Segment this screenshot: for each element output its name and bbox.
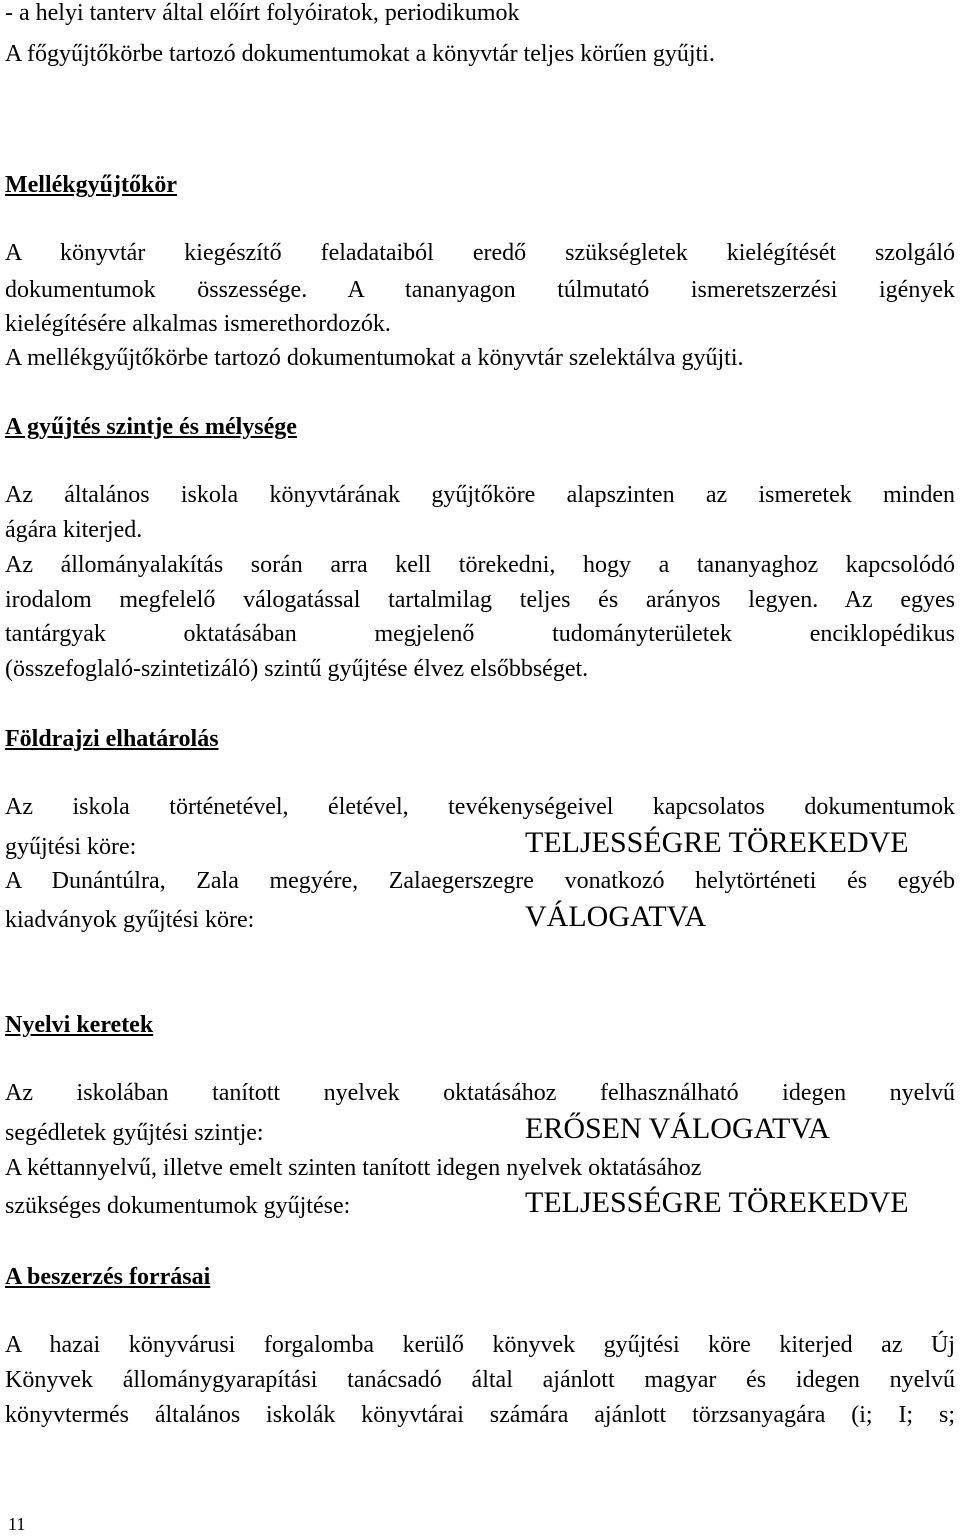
paragraph-line [5,1402,955,1429]
text-line: könyvtermés általános iskolák könyvtárai számára ajánlott törzsanyagára (i; I; s; [5,1402,955,1428]
paragraph-line [5,240,955,267]
paragraph-line [5,587,955,614]
paragraph-line [5,1080,955,1107]
paragraph-line [5,1367,955,1394]
heading-secondary-collection: Mellékgyűjtőkör [5,172,177,198]
paragraph-line [5,794,955,821]
collection-level-label: TELJESSÉGRE TÖREKEDVE [525,1186,909,1219]
paragraph-line [5,482,955,509]
text-line: Az iskola történetével, életével, tevékenységeivel kapcsolatos dokumentumok [5,794,955,820]
text-line: A hazai könyvárusi forgalomba kerülő könyvek gyűjtési köre kiterjed az Új [5,1332,955,1358]
paragraph-main-collection: A főgyűjtőkörbe tartozó dokumentumokat a könyvtár teljes körűen gyűjti. [5,41,715,67]
heading-language-scope: Nyelvi keretek [5,1012,154,1038]
paragraph-line: szükséges dokumentumok gyűjtése: [5,1193,351,1219]
paragraph-line [5,552,955,579]
paragraph-line: A mellékgyűjtőkörbe tartozó dokumentumokat a könyvtár szelektálva gyűjti. [5,345,744,371]
paragraph-line [5,868,955,895]
paragraph-line: ágára kiterjed. [5,517,143,543]
collection-level-label: VÁLOGATVA [525,900,707,933]
text-line: irodalom megfelelő válogatással tartalmilag teljes és arányos legyen. Az egyes [5,587,955,613]
collection-level-label: TELJESSÉGRE TÖREKEDVE [525,826,909,859]
heading-collection-depth: A gyűjtés szintje és mélysége [5,414,297,440]
paragraph-line: kielégítésére alkalmas ismerethordozók. [5,311,391,337]
paragraph-line: kiadványok gyűjtési köre: [5,907,255,933]
collection-level-label: ERŐSEN VÁLOGATVA [525,1112,830,1145]
paragraph-line [5,1332,955,1359]
paragraph-line [5,621,955,648]
paragraph-line [5,277,955,304]
text-line: Könyvek állománygyarapítási tanácsadó által ajánlott magyar és idegen nyelvű [5,1367,955,1393]
text-line: dokumentumok összessége. A tananyagon túlmutató ismeretszerzési igények [5,277,955,303]
paragraph-line: gyűjtési köre: [5,834,137,860]
paragraph-line: (összefoglaló-szintetizáló) szintű gyűjtése élvez elsőbbséget. [5,656,589,682]
text-line: Az állományalakítás során arra kell törekedni, hogy a tananyaghoz kapcsolódó [5,552,955,578]
text-line: tantárgyak oktatásában megjelenő tudományterületek enciklopédikus [5,621,955,647]
heading-acquisition-sources: A beszerzés forrásai [5,1264,211,1290]
text-line: A könyvtár kiegészítő feladataiból eredő szükségletek kielégítését szolgáló [5,240,955,266]
text-line: A Dunántúlra, Zala megyére, Zalaegerszegre vonatkozó helytörténeti és egyéb [5,868,955,894]
text-line: Az általános iskola könyvtárának gyűjtőköre alapszinten az ismeretek minden [5,482,955,508]
paragraph-line: A kéttannyelvű, illetve emelt szinten tanított idegen nyelvek oktatásához [5,1155,702,1181]
text-line: Az iskolában tanított nyelvek oktatásához felhasználható idegen nyelvű [5,1080,955,1106]
list-item-periodicals: - a helyi tanterv által előírt folyóiratok, periodikumok [5,0,520,26]
paragraph-line: segédletek gyűjtési szintje: [5,1120,264,1146]
page-number: 11 [8,1514,26,1534]
heading-geographic-scope: Földrajzi elhatárolás [5,726,219,752]
